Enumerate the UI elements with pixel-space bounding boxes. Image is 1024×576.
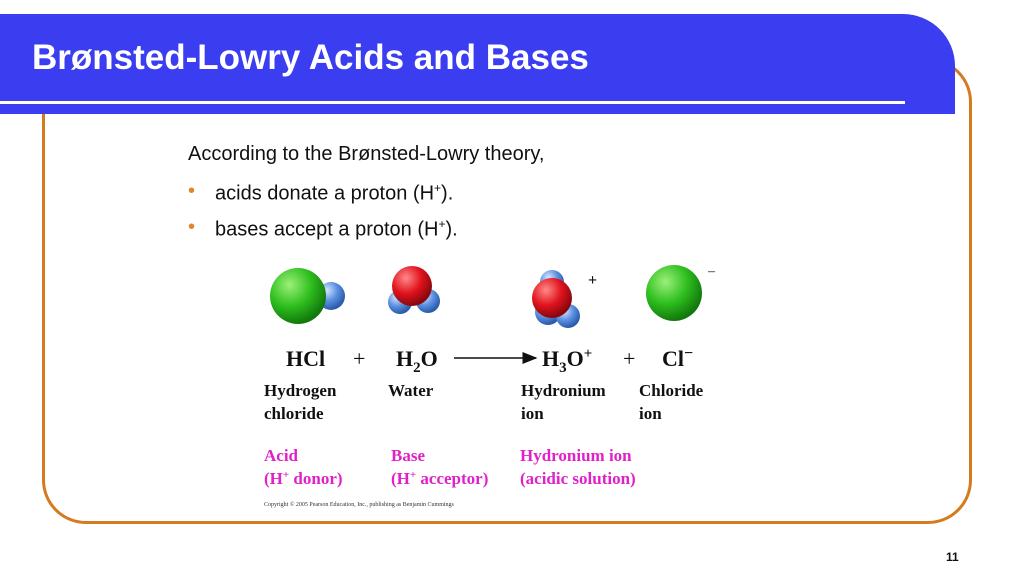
hcl-name-line2: chloride: [264, 404, 324, 423]
reaction-diagram: [250, 258, 730, 518]
bullet-dot-icon: •: [188, 180, 196, 202]
copyright-note: Copyright © 2005 Pearson Education, Inc., publishing as Benjamin Cummings: [264, 502, 454, 508]
slide-title: Brønsted-Lowry Acids and Bases: [32, 38, 589, 77]
water-molecule-icon: [388, 266, 440, 314]
intro-text: According to the Brønsted-Lowry theory,: [188, 143, 545, 165]
hydronium-role-detail: (acidic solution): [520, 469, 636, 488]
bullet-list: [188, 182, 458, 254]
chloride-formula: Cl−: [662, 345, 694, 371]
hcl-molecule-icon: [270, 268, 345, 324]
hydronium-charge-label: +: [588, 272, 598, 289]
bullet-item: • acids donate a proton (H+).: [188, 180, 454, 205]
hydronium-name-line2: ion: [521, 404, 544, 423]
chloride-name-line1: Chloride: [639, 381, 704, 400]
chloride-charge-label: –: [708, 264, 715, 279]
hydronium-role-label: Hydronium ion: [520, 446, 632, 465]
base-role-label: Base: [391, 446, 425, 465]
plus-sign: +: [353, 346, 366, 371]
water-name-line1: Water: [388, 381, 434, 400]
acid-role-label: Acid: [264, 446, 298, 465]
water-formula: $H_2O$: [396, 346, 438, 376]
chloride-ion-icon: [646, 265, 702, 321]
hcl-name-line1: Hydrogen: [264, 381, 337, 400]
reaction-figure: [250, 258, 730, 518]
hcl-formula: HCl: [286, 346, 326, 371]
title-underline: [0, 101, 905, 104]
base-role-detail: (H+ acceptor): [391, 469, 489, 488]
bullet-item: • bases accept a proton (H+).: [188, 216, 458, 241]
hydronium-formula: $H_3O^+$: [542, 346, 593, 376]
page-number: 11: [946, 550, 959, 564]
hydronium-name-line1: Hydronium: [521, 381, 606, 400]
hydronium-molecule-icon: [532, 270, 580, 328]
acid-role-detail: (H+ donor): [264, 469, 343, 488]
plus-sign: +: [623, 346, 636, 371]
bullet-dot-icon: •: [188, 216, 196, 238]
chloride-name-line2: ion: [639, 404, 662, 423]
